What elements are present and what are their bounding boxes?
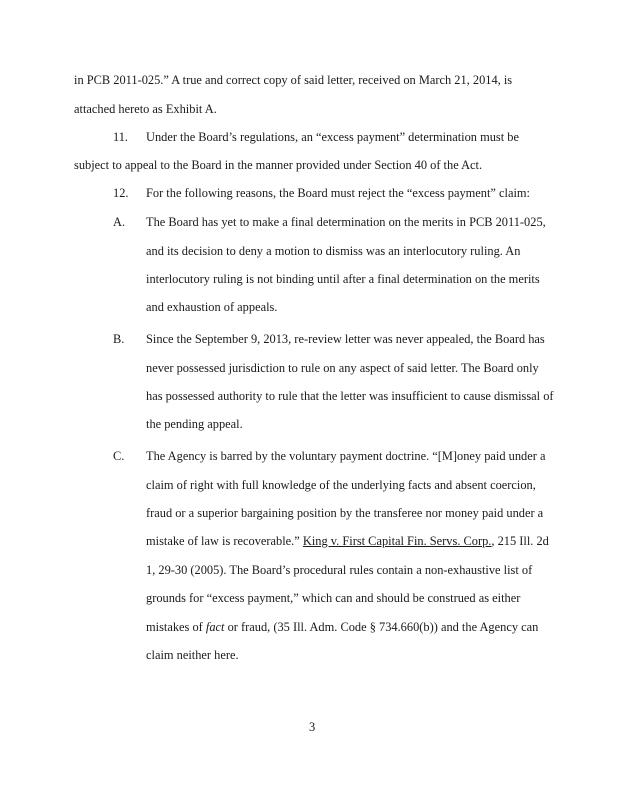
item-a-line-2: and its decision to deny a motion to dismiss was an interlocutory ruling. An — [146, 244, 521, 258]
item-b-line-4: the pending appeal. — [146, 417, 243, 431]
case-citation: King v. First Capital Fin. Servs. Corp. — [302, 534, 492, 548]
item-c-line-7-post: or fraud, (35 Ill. Adm. Code § 734.660(b)) and the Agency can — [224, 620, 539, 634]
paragraph-12-line-1: For the following reasons, the Board must reject the “excess payment” claim: — [146, 186, 530, 200]
intro-line-2: attached hereto as Exhibit A. — [74, 102, 217, 116]
item-b-line-2: never possessed jurisdiction to rule on any aspect of said letter. The Board only — [146, 361, 539, 375]
item-c-label: C. — [113, 449, 125, 463]
paragraph-11-line-2: subject to appeal to the Board in the manner provided under Section 40 of the Act. — [74, 158, 483, 172]
paragraph-11-number: 11. — [113, 130, 129, 144]
item-c-line-4 — [146, 534, 549, 548]
item-a-line-1: The Board has yet to make a final determination on the merits in PCB 2011-025, — [146, 215, 546, 229]
item-c-line-7-pre: mistakes of — [146, 620, 206, 634]
paragraph-12-number: 12. — [113, 186, 129, 200]
page-number: 3 — [309, 720, 316, 734]
item-b-line-3: has possessed authority to rule that the letter was insufficient to cause dismissal of — [146, 389, 554, 403]
paragraph-11-line-1: Under the Board’s regulations, an “excess payment” determination must be — [146, 130, 519, 144]
item-c-line-2: claim of right with full knowledge of the underlying facts and absent coercion, — [146, 478, 536, 492]
item-b-label: B. — [113, 332, 125, 346]
intro-line-1: in PCB 2011-025.” A true and correct copy of said letter, received on March 21, 2014, is — [74, 73, 513, 87]
item-c-line-7 — [146, 620, 538, 634]
item-b-line-1: Since the September 9, 2013, re-review letter was never appealed, the Board has — [146, 332, 545, 346]
item-c-line-6: grounds for “excess payment,” which can and should be construed as either — [146, 591, 521, 605]
emphasis-fact: fact — [205, 620, 225, 634]
item-c-line-4-pre: mistake of law is recoverable.” — [146, 534, 303, 548]
item-a-line-3: interlocutory ruling is not binding until after a final determination on the merits — [146, 272, 540, 286]
item-c-line-3: fraud or a superior bargaining position by the transferee nor money paid under a — [146, 506, 544, 520]
item-a-line-4: and exhaustion of appeals. — [146, 300, 278, 314]
item-c-line-4-post: , 215 Ill. 2d — [491, 534, 549, 548]
item-c-line-5: 1, 29-30 (2005). The Board’s procedural rules contain a non-exhaustive list of — [146, 563, 533, 577]
item-c-line-8: claim neither here. — [146, 648, 239, 662]
item-c-line-1: The Agency is barred by the voluntary payment doctrine. “[M]oney paid under a — [146, 449, 546, 463]
item-a-label: A. — [113, 215, 126, 229]
